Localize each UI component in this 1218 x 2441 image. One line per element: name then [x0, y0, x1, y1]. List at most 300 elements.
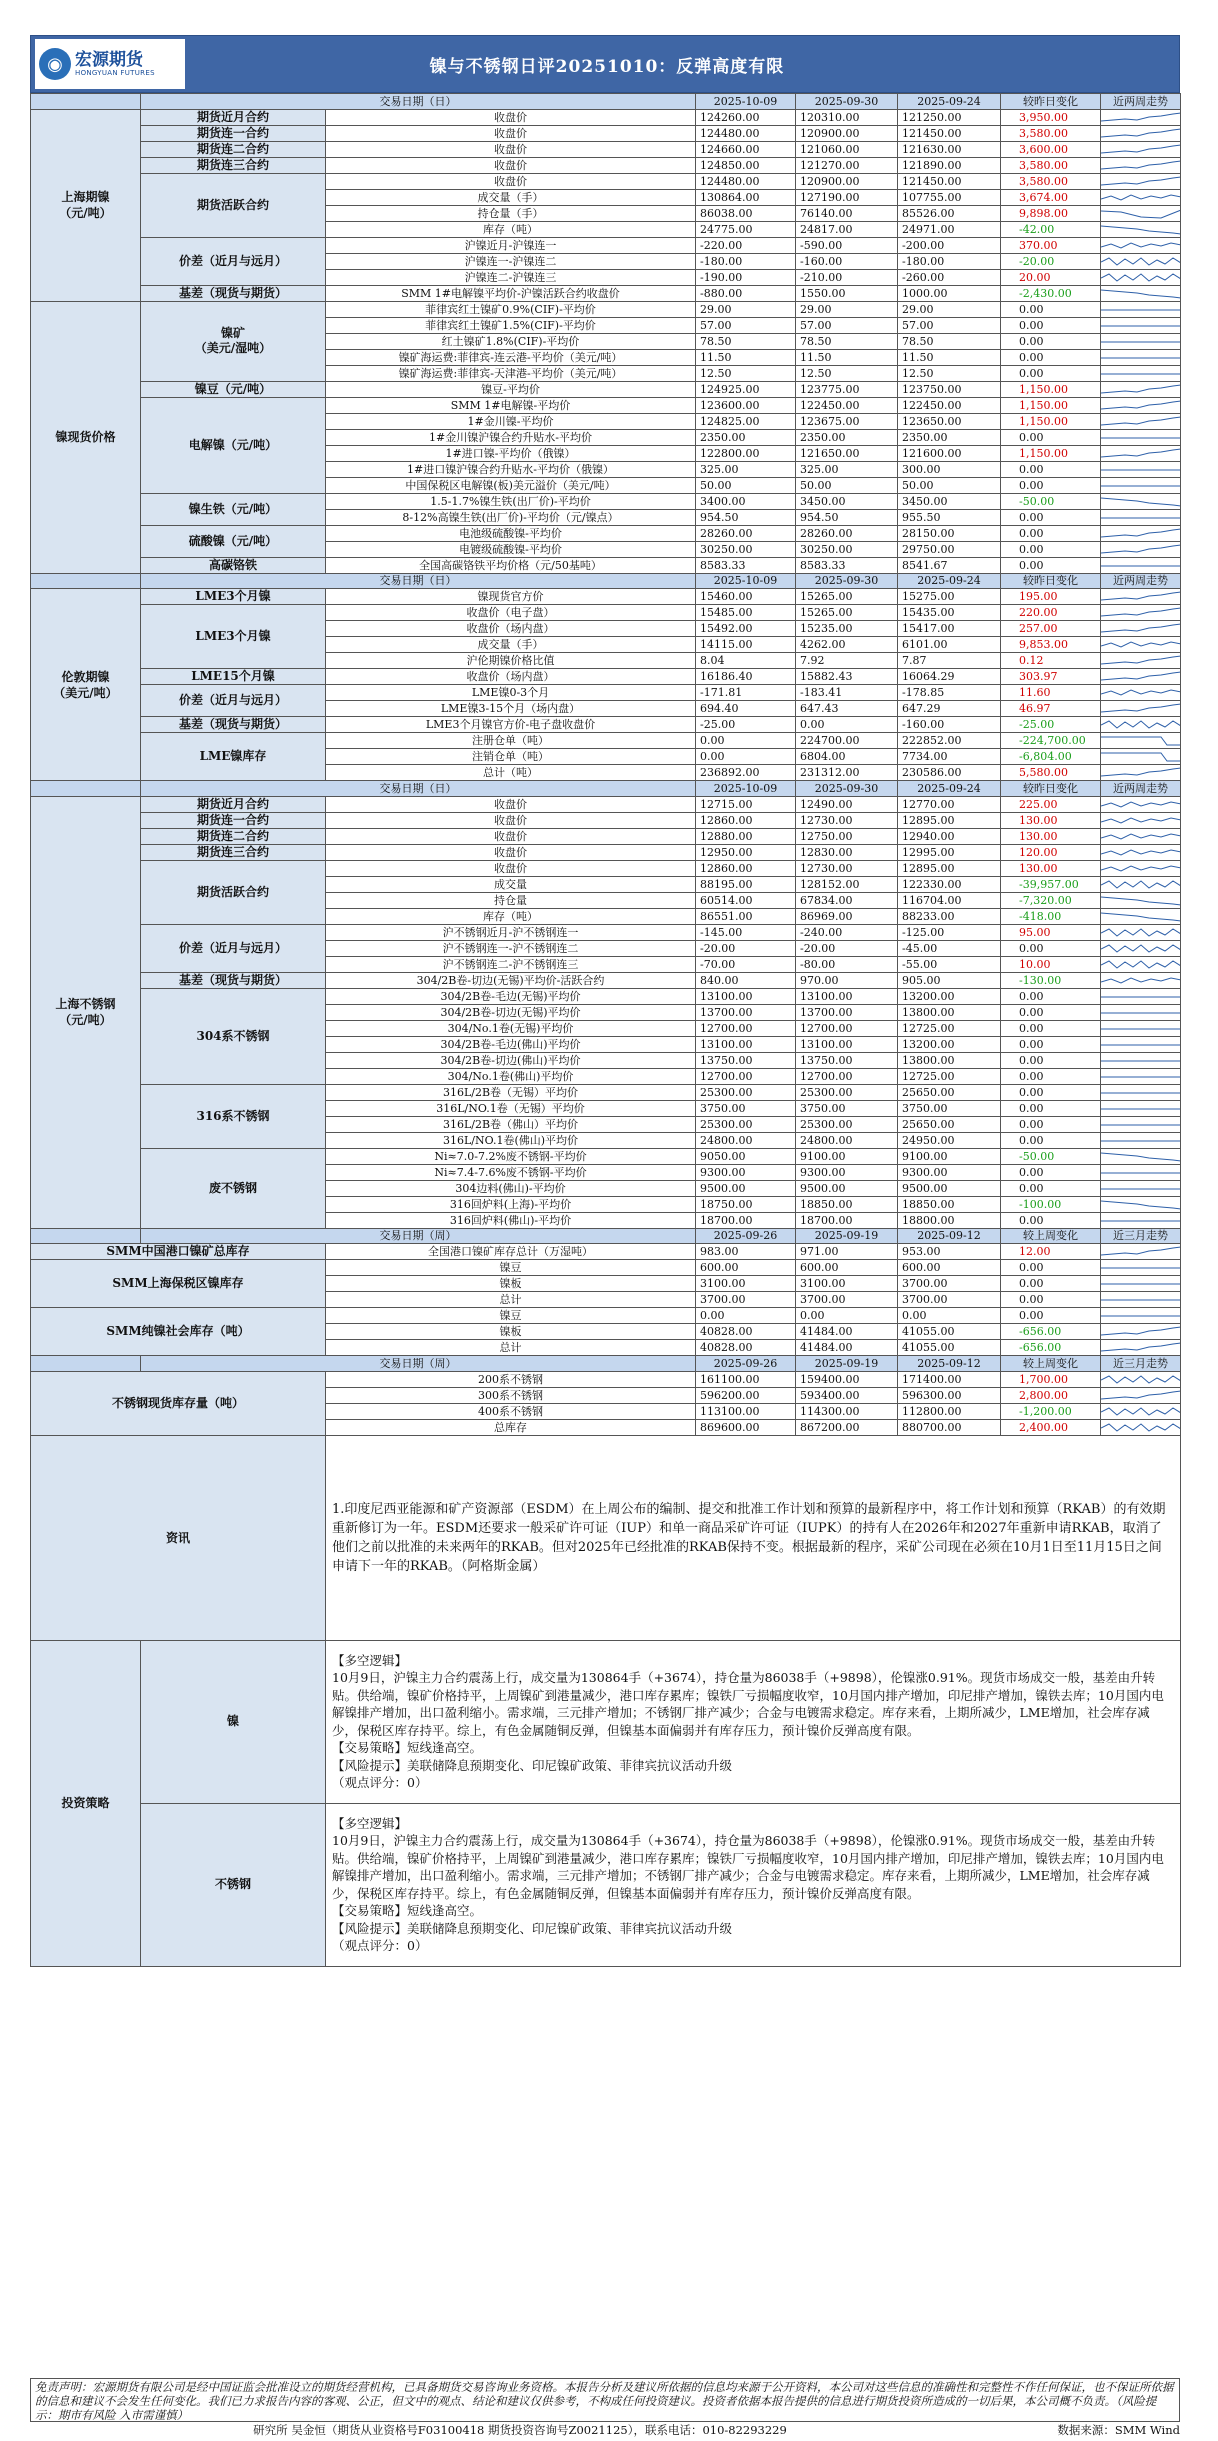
sparkline-zig — [1101, 1420, 1181, 1435]
band-change-label: 较昨日变化 — [1001, 94, 1101, 110]
sparkline-cell — [1101, 461, 1181, 477]
metric-value: 3700.00 — [898, 1276, 1001, 1292]
sparkline-path — [1101, 401, 1181, 409]
subcategory-cell — [141, 589, 326, 605]
cell-label-line: 期货近月合约 — [196, 109, 269, 124]
metric-name: 中国保税区电解镍(板)美元溢价（美元/吨） — [326, 477, 696, 493]
metric-value: -20.00 — [796, 940, 898, 956]
change-value: 0.00 — [1001, 1260, 1101, 1276]
header-band-row — [31, 1228, 1181, 1244]
table-row — [31, 1308, 1181, 1324]
band-empty — [31, 573, 141, 589]
cell-label-line: LME15个月镍 — [191, 669, 275, 683]
change-value: 130.00 — [1001, 812, 1101, 828]
band-date: 2025-10-09 — [696, 573, 796, 589]
sparkline-flat — [1101, 1005, 1181, 1020]
metric-value: 86551.00 — [696, 908, 796, 924]
metric-name: 沪伦期镍价格比值 — [326, 653, 696, 669]
metric-value: 88233.00 — [898, 908, 1001, 924]
sparkline-cell — [1101, 717, 1181, 733]
cell-label-line: 期货连二合约 — [196, 141, 269, 156]
sparkline-cell — [1101, 253, 1181, 269]
metric-value: 121450.00 — [898, 173, 1001, 189]
band-date: 2025-09-24 — [898, 573, 1001, 589]
header-band-row — [31, 573, 1181, 589]
sparkline-flat — [1101, 1213, 1181, 1228]
cell-label-line: 304系不锈钢 — [196, 1028, 270, 1043]
sparkline-dip — [1101, 206, 1181, 221]
metric-name: Ni≈7.0-7.2%废不锈钢-平均价 — [326, 1148, 696, 1164]
metric-value: 9300.00 — [696, 1164, 796, 1180]
metric-value: 15235.00 — [796, 621, 898, 637]
strategy-line: 10月9日，沪镍主力合约震荡上行，成交量为130864手（+3674），持仓量为86038手（+9898），伦镍涨0.91%。现货市场成交一般，基差由升转贴。供给端，镍矿价格持平，上周镍矿到港量减少，港口库存累库；镍铁厂亏损幅度收窄，10月国内排产增加，印尼排产增加，镍铁去库；10月国内电解镍排产增加，出口盈利缩小。需求端，三元排产增加；不锈钢厂排产减少；合金与电镀需求稳定。库存来看，上期所减少，LME增加，社会库存减少，保税区库存持平。综上，有色金属随铜反弹，但镍基本面偏弱并有库存压力，预计镍价反弹高度有限。 — [332, 1833, 1164, 1901]
metric-value: 161100.00 — [696, 1371, 796, 1387]
sparkline-cell — [1101, 924, 1181, 940]
sparkline-flat — [1101, 302, 1181, 317]
metric-value: 13700.00 — [696, 1004, 796, 1020]
change-value: 3,580.00 — [1001, 125, 1101, 141]
sparkline-path — [1101, 1327, 1181, 1335]
sparkline-cell — [1101, 541, 1181, 557]
strategy-product: 镍 — [141, 1640, 326, 1803]
sparkline-cell — [1101, 1340, 1181, 1356]
table-row — [31, 733, 1181, 749]
metric-value: 121450.00 — [898, 125, 1001, 141]
metric-value: 67834.00 — [796, 892, 898, 908]
sparkline-path — [1101, 210, 1181, 218]
sparkline-cell — [1101, 701, 1181, 717]
sparkline-flat — [1101, 1165, 1181, 1180]
metric-name: 沪镍近月-沪镍连一 — [326, 237, 696, 253]
category-cell — [31, 796, 141, 1228]
sparkline-path — [1101, 897, 1181, 905]
metric-value: 121060.00 — [796, 141, 898, 157]
metric-value: 13100.00 — [796, 1036, 898, 1052]
metric-value: 11.50 — [696, 349, 796, 365]
sparkline-path — [1101, 529, 1181, 537]
sparkline-cell — [1101, 557, 1181, 573]
sparkline-cell — [1101, 908, 1181, 924]
sparkline-drop — [1101, 733, 1181, 748]
sparkline-flat — [1101, 350, 1181, 365]
metric-value: -210.00 — [796, 269, 898, 285]
metric-value: 6101.00 — [898, 637, 1001, 653]
metric-value: 85526.00 — [898, 205, 1001, 221]
table-row — [31, 493, 1181, 509]
sparkline-cell — [1101, 1036, 1181, 1052]
strategy-line: 【风险提示】美联储降息预期变化、印尼镍矿政策、菲律宾抗议活动升级 — [332, 1920, 733, 1936]
cell-label-line: 镍现货价格 — [55, 430, 116, 444]
sparkline-cell — [1101, 189, 1181, 205]
subcategory-cell — [31, 1260, 326, 1308]
metric-name: 库存（吨） — [326, 908, 696, 924]
change-value: 1,150.00 — [1001, 381, 1101, 397]
metric-value: 16186.40 — [696, 669, 796, 685]
sparkline-cell — [1101, 317, 1181, 333]
metric-value: 29.00 — [898, 301, 1001, 317]
metric-value: 13800.00 — [898, 1052, 1001, 1068]
sparkline-path — [1101, 945, 1181, 952]
footer-source: 数据来源：SMM Wind — [1057, 2423, 1180, 2437]
subcategory-cell — [141, 493, 326, 525]
change-value: -224,700.00 — [1001, 733, 1101, 749]
metric-value: 123775.00 — [796, 381, 898, 397]
sparkline-up — [1101, 414, 1181, 429]
sparkline-path — [1101, 545, 1181, 553]
metric-value: 29750.00 — [898, 541, 1001, 557]
change-value: -20.00 — [1001, 253, 1101, 269]
sparkline-zig — [1101, 270, 1181, 285]
header-band-row — [31, 781, 1181, 797]
sparkline-cell — [1101, 605, 1181, 621]
sparkline-cell — [1101, 1387, 1181, 1403]
sparkline-path — [1101, 161, 1181, 169]
cell-label-line: 基差（现货与期货） — [178, 717, 287, 731]
metric-value: 325.00 — [796, 461, 898, 477]
company-logo — [35, 39, 185, 89]
metric-value: 12.50 — [796, 365, 898, 381]
sparkline-zig — [1101, 1404, 1181, 1419]
sparkline-cell — [1101, 812, 1181, 828]
metric-value: 3450.00 — [796, 493, 898, 509]
change-value: 2,800.00 — [1001, 1387, 1101, 1403]
sparkline-up — [1101, 382, 1181, 397]
metric-value: 224700.00 — [796, 733, 898, 749]
sparkline-cell — [1101, 429, 1181, 445]
table-row — [31, 301, 1181, 317]
cell-label-line: 硫酸镍（元/吨） — [188, 533, 278, 548]
metric-value: 24775.00 — [696, 221, 796, 237]
metric-value: 13100.00 — [696, 1036, 796, 1052]
sparkline-path — [1101, 961, 1181, 968]
table-row — [31, 1260, 1181, 1276]
metric-value: 122800.00 — [696, 445, 796, 461]
metric-name: 304/2B卷-切边(无锡)平均价-活跃合约 — [326, 972, 696, 988]
metric-name: 电池级硫酸镍-平均价 — [326, 525, 696, 541]
metric-value: 9500.00 — [696, 1180, 796, 1196]
metric-value: 13800.00 — [898, 1004, 1001, 1020]
change-value: 0.00 — [1001, 557, 1101, 573]
strategy-text — [326, 1803, 1181, 1966]
metric-name: 镍豆 — [326, 1308, 696, 1324]
metric-value: 78.50 — [696, 333, 796, 349]
metric-value: 12770.00 — [898, 796, 1001, 812]
metric-value: 13200.00 — [898, 988, 1001, 1004]
sparkline-cell — [1101, 109, 1181, 125]
metric-value: 123600.00 — [696, 397, 796, 413]
metric-value: 15485.00 — [696, 605, 796, 621]
metric-value: 25300.00 — [796, 1116, 898, 1132]
sparkline-cell — [1101, 1308, 1181, 1324]
metric-name: 收盘价 — [326, 173, 696, 189]
change-value: 3,600.00 — [1001, 141, 1101, 157]
change-value: 0.00 — [1001, 541, 1101, 557]
metric-value: 954.50 — [796, 509, 898, 525]
table-row — [31, 796, 1181, 812]
metric-value: 57.00 — [898, 317, 1001, 333]
sparkline-cell — [1101, 637, 1181, 653]
metric-value: 28150.00 — [898, 525, 1001, 541]
change-value: -656.00 — [1001, 1340, 1101, 1356]
metric-name: 沪镍连一-沪镍连二 — [326, 253, 696, 269]
change-value: 0.00 — [1001, 317, 1101, 333]
metric-value: 9050.00 — [696, 1148, 796, 1164]
metric-value: 3100.00 — [696, 1276, 796, 1292]
sparkline-cell — [1101, 493, 1181, 509]
sparkline-cell — [1101, 157, 1181, 173]
sparkline-flat — [1101, 1037, 1181, 1052]
cell-label-line: SMM纯镍社会库存（吨） — [106, 1324, 250, 1338]
metric-value: 107755.00 — [898, 189, 1001, 205]
table-row — [31, 669, 1181, 685]
strategy-row — [31, 1640, 1181, 1803]
sparkline-cell — [1101, 365, 1181, 381]
sparkline-up — [1101, 669, 1181, 684]
sparkline-up — [1101, 653, 1181, 668]
metric-name: 1#进口镍-平均价（俄镍） — [326, 445, 696, 461]
change-value: 2,400.00 — [1001, 1419, 1101, 1435]
subcategory-cell — [141, 285, 326, 301]
metric-name: 总库存 — [326, 1419, 696, 1435]
cell-label-line: 期货活跃合约 — [196, 884, 269, 899]
sparkline-wave — [1101, 845, 1181, 860]
sparkline-path — [1101, 737, 1181, 745]
metric-value: 50.00 — [796, 477, 898, 493]
news-category: 资讯 — [31, 1435, 326, 1640]
change-value: 3,580.00 — [1001, 173, 1101, 189]
metric-value: -55.00 — [898, 956, 1001, 972]
metric-value: 12895.00 — [898, 812, 1001, 828]
band-change-label: 较昨日变化 — [1001, 573, 1101, 589]
metric-value: 12.50 — [898, 365, 1001, 381]
logo-name-en: HONGYUAN FUTURES — [75, 68, 155, 77]
sparkline-up — [1101, 126, 1181, 141]
sparkline-zig — [1101, 1372, 1181, 1387]
metric-value: 600.00 — [796, 1260, 898, 1276]
sparkline-path — [1101, 913, 1181, 921]
sparkline-path — [1101, 592, 1181, 600]
sparkline-flat — [1101, 510, 1181, 525]
metric-value: 124925.00 — [696, 381, 796, 397]
cell-label-line: 镍矿 — [220, 326, 245, 340]
metric-name: 沪不锈钢连一-沪不锈钢连二 — [326, 940, 696, 956]
cell-label-line: 上海期镍 — [61, 190, 110, 204]
change-value: 3,674.00 — [1001, 189, 1101, 205]
cell-label-line: 伦敦期镍 — [61, 669, 110, 684]
metric-value: 13100.00 — [696, 988, 796, 1004]
sparkline-cell — [1101, 1196, 1181, 1212]
metric-value: 124260.00 — [696, 109, 796, 125]
strategy-line: （观点评分：0） — [332, 1938, 428, 1953]
sparkline-flat — [1101, 1085, 1181, 1100]
sparkline-cell — [1101, 749, 1181, 765]
table-row — [31, 1371, 1181, 1387]
band-empty — [31, 1356, 141, 1372]
sparkline-wave — [1101, 861, 1181, 876]
metric-name: 304/No.1卷(佛山)平均价 — [326, 1068, 696, 1084]
cell-label-line: （元/吨） — [59, 1013, 112, 1027]
band-date: 2025-09-19 — [796, 1356, 898, 1372]
change-value: 0.00 — [1001, 1308, 1101, 1324]
subcategory-cell — [141, 717, 326, 733]
change-value: 0.12 — [1001, 653, 1101, 669]
metric-name: 收盘价 — [326, 812, 696, 828]
sparkline-cell — [1101, 333, 1181, 349]
header-band-row — [31, 94, 1181, 110]
cell-label-line: 期货近月合约 — [196, 796, 269, 811]
strategy-row — [31, 1803, 1181, 1966]
metric-value: 124480.00 — [696, 125, 796, 141]
metric-value: 971.00 — [796, 1244, 898, 1260]
sparkline-path — [1101, 145, 1181, 153]
change-value: 0.00 — [1001, 1212, 1101, 1228]
metric-value: 50.00 — [898, 477, 1001, 493]
table-row — [31, 525, 1181, 541]
metric-value: 12725.00 — [898, 1068, 1001, 1084]
change-value: 11.60 — [1001, 685, 1101, 701]
sparkline-cell — [1101, 1180, 1181, 1196]
metric-value: 905.00 — [898, 972, 1001, 988]
metric-name: 全国港口镍矿库存总计（万湿吨） — [326, 1244, 696, 1260]
footer-author: 研究所 吴金恒（期货从业资格号F03100418 期货投资咨询号Z0021125），联系电话：010-82293229 — [253, 2423, 787, 2437]
metric-value: 231312.00 — [796, 765, 898, 781]
metric-name: 镍豆 — [326, 1260, 696, 1276]
metric-value: 600.00 — [898, 1260, 1001, 1276]
cell-label-line: 期货连二合约 — [196, 828, 269, 843]
sparkline-path — [1101, 1376, 1181, 1383]
band-change-label: 较上周变化 — [1001, 1356, 1101, 1372]
metric-value: 25300.00 — [796, 1084, 898, 1100]
sparkline-cell — [1101, 1324, 1181, 1340]
metric-value: 953.00 — [898, 1244, 1001, 1260]
metric-value: 121630.00 — [898, 141, 1001, 157]
band-date-label: 交易日期（日） — [141, 781, 696, 797]
band-date-label: 交易日期（日） — [141, 94, 696, 110]
metric-value: 124660.00 — [696, 141, 796, 157]
metric-value: 13750.00 — [696, 1052, 796, 1068]
sparkline-cell — [1101, 397, 1181, 413]
sparkline-cell — [1101, 1276, 1181, 1292]
metric-value: 12995.00 — [898, 844, 1001, 860]
sparkline-cell — [1101, 173, 1181, 189]
sparkline-cell — [1101, 1020, 1181, 1036]
metric-value: -880.00 — [696, 285, 796, 301]
sparkline-path — [1101, 690, 1181, 695]
metric-name: SMM 1#电解镍平均价-沪镍活跃合约收盘价 — [326, 285, 696, 301]
metric-value: 16064.29 — [898, 669, 1001, 685]
sparkline-path — [1101, 850, 1181, 855]
metric-value: 11.50 — [796, 349, 898, 365]
change-value: 0.00 — [1001, 509, 1101, 525]
subcategory-cell — [141, 669, 326, 685]
metric-value: 3450.00 — [898, 493, 1001, 509]
sparkline-path — [1101, 1408, 1181, 1415]
table-row — [31, 109, 1181, 125]
metric-value: 1550.00 — [796, 285, 898, 301]
table-row — [31, 844, 1181, 860]
sparkline-path — [1101, 818, 1181, 823]
metric-name: 304边料(佛山)-平均价 — [326, 1180, 696, 1196]
sparkline-flat — [1101, 1292, 1181, 1307]
metric-value: 230586.00 — [898, 765, 1001, 781]
sparkline-cell — [1101, 1419, 1181, 1435]
cell-label-line: 不锈钢现货库存量（吨） — [111, 1395, 244, 1410]
strategy-line: 【交易策略】短线逢高空。 — [332, 1740, 483, 1755]
metric-value: -125.00 — [898, 924, 1001, 940]
sparkline-up — [1101, 1324, 1181, 1339]
metric-name: 沪镍连二-沪镍连三 — [326, 269, 696, 285]
metric-value: 159400.00 — [796, 1371, 898, 1387]
sparkline-cell — [1101, 589, 1181, 605]
metric-name: 持仓量（手） — [326, 205, 696, 221]
metric-value: 15492.00 — [696, 621, 796, 637]
metric-name: 注销仓单（吨） — [326, 749, 696, 765]
metric-value: 3750.00 — [696, 1100, 796, 1116]
sparkline-flat — [1101, 1117, 1181, 1132]
metric-value: 2350.00 — [796, 429, 898, 445]
sparkline-cell — [1101, 1084, 1181, 1100]
metric-name: 1#进口镍沪镍合约升贴水-平均价（俄镍） — [326, 461, 696, 477]
subcategory-cell — [141, 828, 326, 844]
metric-value: 12490.00 — [796, 796, 898, 812]
sparkline-up — [1101, 605, 1181, 620]
report-header — [30, 35, 1180, 93]
metric-name: LME镍0-3个月 — [326, 685, 696, 701]
metric-value: 13200.00 — [898, 1036, 1001, 1052]
band-date: 2025-10-09 — [696, 781, 796, 797]
cell-label-line: 期货连三合约 — [196, 844, 269, 859]
metric-value: 50.00 — [696, 477, 796, 493]
sparkline-path — [1101, 978, 1181, 983]
subcategory-cell — [31, 1371, 326, 1435]
change-value: 1,150.00 — [1001, 445, 1101, 461]
sparkline-cell — [1101, 477, 1181, 493]
metric-name: 收盘价（电子盘） — [326, 605, 696, 621]
change-value: -6,804.00 — [1001, 749, 1101, 765]
metric-value: 18850.00 — [796, 1196, 898, 1212]
sparkline-cell — [1101, 381, 1181, 397]
sparkline-flat — [1101, 478, 1181, 493]
metric-name: 316L/NO.1卷（无锡）平均价 — [326, 1100, 696, 1116]
sparkline-flat — [1101, 334, 1181, 349]
change-value: 1,150.00 — [1001, 397, 1101, 413]
subcategory-cell — [141, 796, 326, 812]
metric-name: 红土镍矿1.8%(CIF)-平均价 — [326, 333, 696, 349]
metric-value: 24817.00 — [796, 221, 898, 237]
sparkline-flat — [1101, 1308, 1181, 1323]
cell-label-line: 期货活跃合约 — [196, 197, 269, 212]
sparkline-path — [1101, 753, 1181, 761]
subcategory-cell — [141, 125, 326, 141]
subcategory-cell — [141, 173, 326, 237]
metric-value: 12730.00 — [796, 812, 898, 828]
metric-value: 123675.00 — [796, 413, 898, 429]
band-empty — [31, 1228, 141, 1244]
sparkline-flat — [1101, 1101, 1181, 1116]
cell-label-line: 电解镍（元/吨） — [188, 437, 278, 452]
change-value: 0.00 — [1001, 1052, 1101, 1068]
change-value: 3,950.00 — [1001, 109, 1101, 125]
metric-name: 镍矿海运费:菲律宾-天津港-平均价（美元/吨） — [326, 365, 696, 381]
metric-value: 121250.00 — [898, 109, 1001, 125]
metric-name: 1#金川镍沪镍合约升贴水-平均价 — [326, 429, 696, 445]
table-row — [31, 717, 1181, 733]
sparkline-flat — [1101, 430, 1181, 445]
metric-name: 镍板 — [326, 1276, 696, 1292]
subcategory-cell — [141, 141, 326, 157]
metric-name: 收盘价 — [326, 109, 696, 125]
change-value: 195.00 — [1001, 589, 1101, 605]
